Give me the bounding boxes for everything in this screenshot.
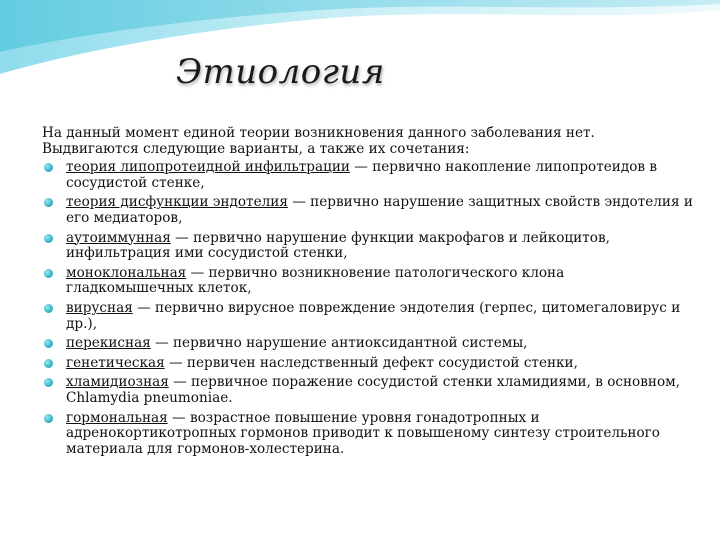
- teal-bullet-icon: [44, 198, 53, 207]
- item-text: — первично возникновение патологического клона гладкомышечных клеток,: [66, 264, 565, 297]
- list-item: [42, 336, 694, 352]
- item-text: — первичное поражение сосудистой стенки хламидиями, в основном, Chlamydia pneumoniae.: [66, 374, 681, 406]
- item-term: аутоиммунная: [66, 229, 171, 246]
- item-term: гормональная: [66, 409, 168, 426]
- item-term: перекисная: [66, 335, 151, 352]
- teal-bullet-icon: [44, 269, 53, 278]
- item-text: — первично накопление липопротеидов в сосудистой стенке,: [66, 159, 658, 191]
- list-item: [42, 231, 694, 262]
- teal-bullet-icon: [44, 234, 53, 243]
- list-item: [42, 411, 694, 458]
- teal-bullet-icon: [44, 339, 53, 348]
- item-term: вирусная: [66, 299, 133, 316]
- list-item: [42, 160, 694, 191]
- teal-bullet-icon: [44, 304, 53, 313]
- slide-body: [42, 126, 694, 461]
- item-text: — первичен наследственный дефект сосудистой стенки,: [164, 354, 578, 371]
- list-item: [42, 266, 694, 297]
- list-item: [42, 301, 694, 332]
- teal-bullet-icon: [44, 414, 53, 423]
- teal-bullet-icon: [44, 378, 53, 387]
- list-item: [42, 375, 694, 406]
- slide-title: Этиология: [176, 52, 385, 92]
- item-text: — первично вирусное повреждение эндотелия (герпес, цитомегаловирус и др.),: [66, 299, 681, 332]
- list-item: [42, 356, 694, 372]
- item-term: моноклональная: [66, 264, 187, 281]
- teal-bullet-icon: [44, 359, 53, 368]
- item-text: — первично нарушение антиоксидантной системы,: [150, 335, 528, 352]
- item-term: хламидиозная: [66, 374, 169, 391]
- variants-list: [42, 160, 694, 457]
- item-term: генетическая: [66, 354, 165, 371]
- item-term: теория дисфункции эндотелия: [66, 194, 288, 211]
- item-text: — возрастное повышение уровня гонадотропных и адренокортикотропных гормонов приводит к повышеному синтезу строительного материала для гормонов-холестерина.: [66, 409, 660, 457]
- item-term: теория липопротеидной инфильтрации: [66, 159, 350, 176]
- list-item: [42, 195, 694, 226]
- item-text: — первично нарушение защитных свойств эндотелия и его медиаторов,: [66, 194, 693, 226]
- item-text: — первично нарушение функции макрофагов и лейкоцитов, инфильтрация ими сосудистой стенки,: [66, 229, 610, 262]
- teal-bullet-icon: [44, 163, 53, 172]
- intro-paragraph: На данный момент единой теории возникновения данного заболевания нет. Выдвигаются следующие варианты, а также их сочетания:: [42, 125, 595, 157]
